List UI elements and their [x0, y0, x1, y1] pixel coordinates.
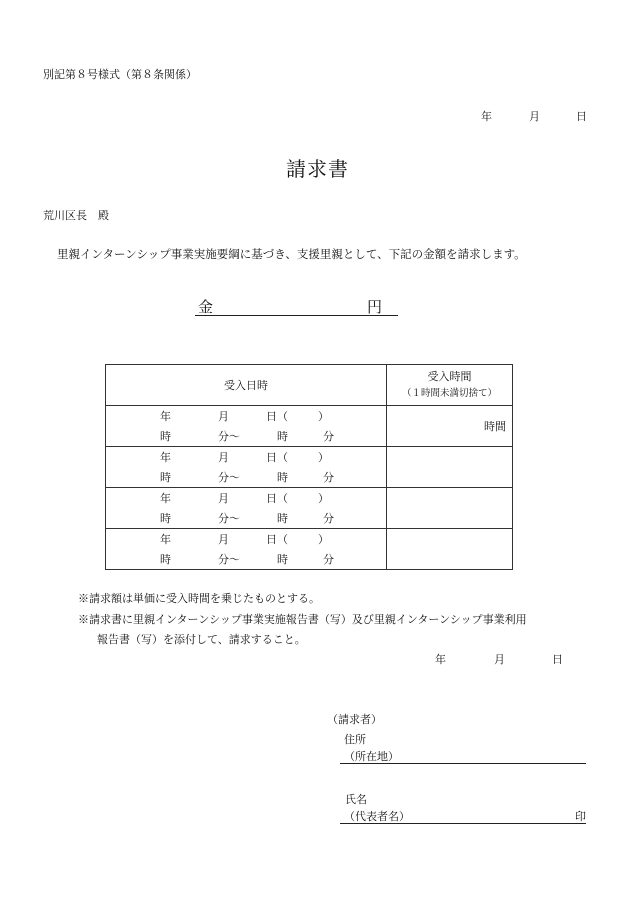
row-year: 年	[160, 410, 171, 423]
acceptance-table	[105, 364, 513, 570]
address-sub-label: （所在地）	[344, 750, 399, 763]
row-day: 日（	[266, 410, 288, 423]
table-row	[106, 406, 513, 447]
amount-prefix: 金	[198, 298, 214, 316]
row-day: 日（	[266, 451, 288, 464]
row-hour-start: 時	[160, 553, 171, 566]
top-date-month: 月	[529, 110, 540, 123]
row-min-end: 分	[323, 471, 334, 484]
bottom-date-month: 月	[494, 653, 505, 666]
name-label: 氏名	[345, 793, 367, 806]
hours-cell	[387, 447, 513, 488]
col-header-hours-label: 受入時間	[427, 370, 472, 383]
col-header-datetime: 受入日時	[106, 365, 387, 406]
row-year: 年	[160, 451, 171, 464]
row-close: ）	[318, 410, 329, 423]
intro-text: 里親インターンシップ事業実施要綱に基づき、支援里親として、下記の金額を請求します。	[57, 247, 526, 261]
row-month: 月	[218, 533, 229, 546]
address-field[interactable]	[340, 748, 586, 764]
row-min-start: 分～	[218, 430, 240, 443]
seal-mark: 印	[575, 810, 586, 823]
row-hour-end: 時	[277, 471, 288, 484]
row-hour-start: 時	[160, 471, 171, 484]
document-title: 請求書	[286, 157, 349, 181]
bottom-date-day: 日	[552, 653, 563, 666]
row-min-end: 分	[323, 553, 334, 566]
row-close: ）	[318, 492, 329, 505]
row-month: 月	[218, 451, 229, 464]
row-close: ）	[318, 533, 329, 546]
note-line: ※請求額は単価に受入時間を乗じたものとする。	[78, 592, 320, 605]
top-date-day: 日	[576, 110, 587, 123]
hours-unit-label: 時間	[484, 420, 506, 433]
col-header-hours	[387, 365, 513, 406]
table-row	[106, 529, 513, 570]
table-header-row	[106, 365, 513, 406]
row-day: 日（	[266, 533, 288, 546]
table-row	[106, 447, 513, 488]
row-min-end: 分	[323, 512, 334, 525]
row-hour-end: 時	[277, 512, 288, 525]
row-day: 日（	[266, 492, 288, 505]
hours-cell	[387, 488, 513, 529]
row-year: 年	[160, 492, 171, 505]
addressee: 荒川区長 殿	[43, 209, 109, 222]
row-month: 月	[218, 492, 229, 505]
row-min-end: 分	[323, 430, 334, 443]
row-hour-end: 時	[277, 430, 288, 443]
note-line: ※請求書に里親インターンシップ事業実施報告書（写）及び里親インターンシップ事業利用	[78, 613, 527, 626]
row-month: 月	[218, 410, 229, 423]
form-reference: 別記第８号様式（第８条関係）	[43, 68, 197, 81]
row-hour-end: 時	[277, 553, 288, 566]
name-field[interactable]	[340, 808, 586, 824]
hours-cell	[387, 529, 513, 570]
name-sub-label: （代表者名）	[344, 810, 410, 823]
row-hour-start: 時	[160, 512, 171, 525]
row-year: 年	[160, 533, 171, 546]
row-min-start: 分～	[218, 471, 240, 484]
row-min-start: 分～	[218, 512, 240, 525]
row-close: ）	[318, 451, 329, 464]
requester-label: （請求者）	[327, 713, 382, 726]
row-min-start: 分～	[218, 553, 240, 566]
note-line: 報告書（写）を添付して、請求すること。	[97, 633, 306, 646]
table-row	[106, 488, 513, 529]
address-label: 住所	[344, 733, 366, 746]
bottom-date-year: 年	[435, 653, 446, 666]
amount-line	[195, 296, 398, 316]
row-hour-start: 時	[160, 430, 171, 443]
top-date-year: 年	[481, 110, 492, 123]
col-header-hours-note: （１時間未満切捨て）	[401, 388, 497, 399]
amount-unit: 円	[367, 298, 383, 316]
